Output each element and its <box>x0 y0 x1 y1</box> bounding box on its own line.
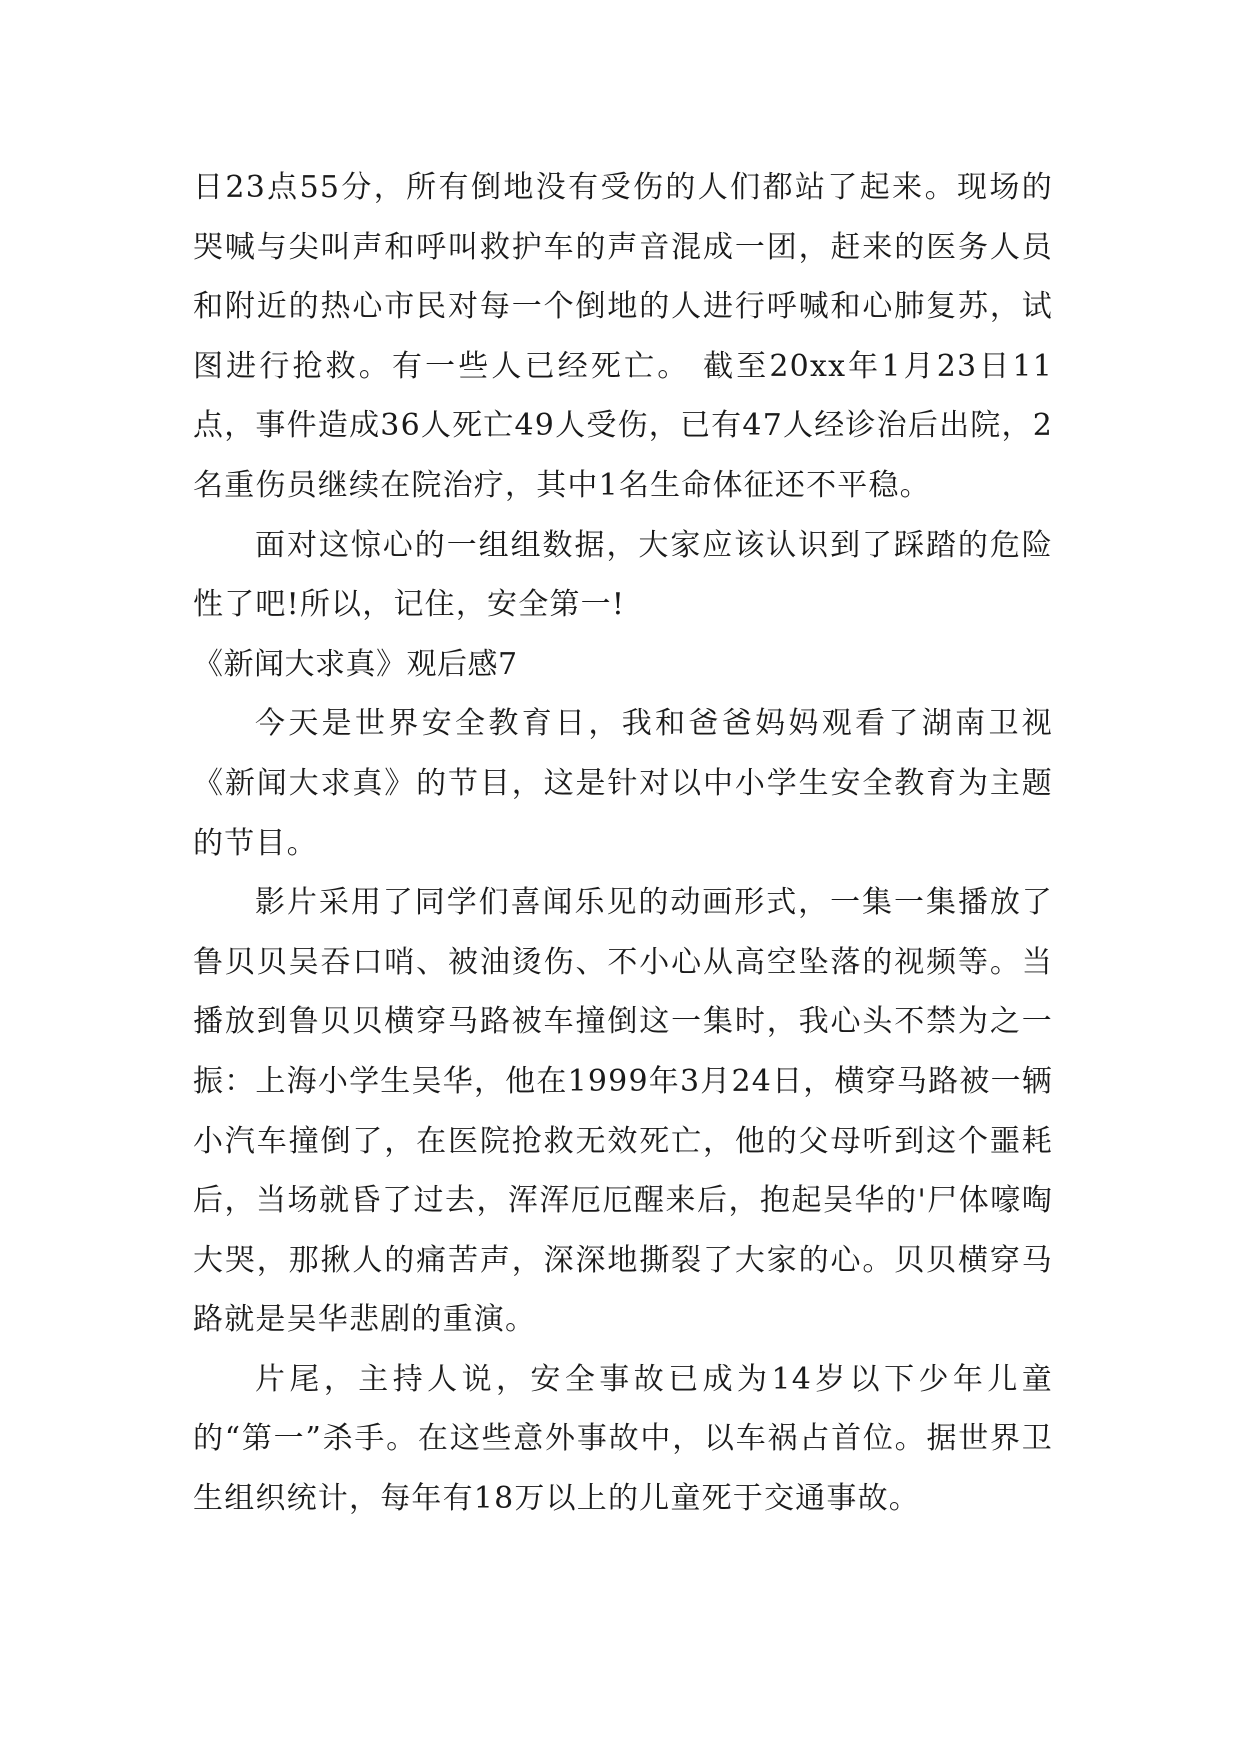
paragraph-continuation: 日23点55分，所有倒地没有受伤的人们都站了起来。现场的哭喊与尖叫声和呼叫救护车的声音混成一团，赶来的医务人员和附近的热心市民对每一个倒地的人进行呼喊和心肺复苏，试图进行抢救。有一些人已经死亡。 截至20xx年1月23日11点，事件造成36人死亡49人受伤，已有47人经诊治后出院，2名重伤员继续在院治疗，其中1名生命体征还不平稳。 <box>193 170 1053 503</box>
paragraph-conclusion: 面对这惊心的一组组数据，大家应该认识到了踩踏的危险性了吧!所以，记住，安全第一! <box>193 527 1053 623</box>
section-heading: 《新闻大求真》观后感7 <box>193 646 518 682</box>
document-body <box>193 158 1053 1529</box>
paragraph-film-description: 影片采用了同学们喜闻乐见的动画形式，一集一集播放了鲁贝贝吴吞口哨、被油烫伤、不小心从高空坠落的视频等。当播放到鲁贝贝横穿马路被车撞倒这一集时，我心头不禁为之一振：上海小学生吴华，他在1999年3月24日，横穿马路被一辆小汽车撞倒了，在医院抢救无效死亡，他的父母听到这个噩耗后，当场就昏了过去，浑浑厄厄醒来后，抱起吴华的'尸体嚎啕大哭，那揪人的痛苦声，深深地撕裂了大家的心。贝贝横穿马路就是吴华悲剧的重演。 <box>193 885 1053 1338</box>
paragraph-intro: 今天是世界安全教育日，我和爸爸妈妈观看了湖南卫视《新闻大求真》的节目，这是针对以中小学生安全教育为主题的节目。 <box>193 706 1053 861</box>
paragraph-ending: 片尾，主持人说，安全事故已成为14岁以下少年儿童的“第一”杀手。在这些意外事故中，以车祸占首位。据世界卫生组织统计，每年有18万以上的儿童死于交通事故。 <box>193 1361 1053 1517</box>
